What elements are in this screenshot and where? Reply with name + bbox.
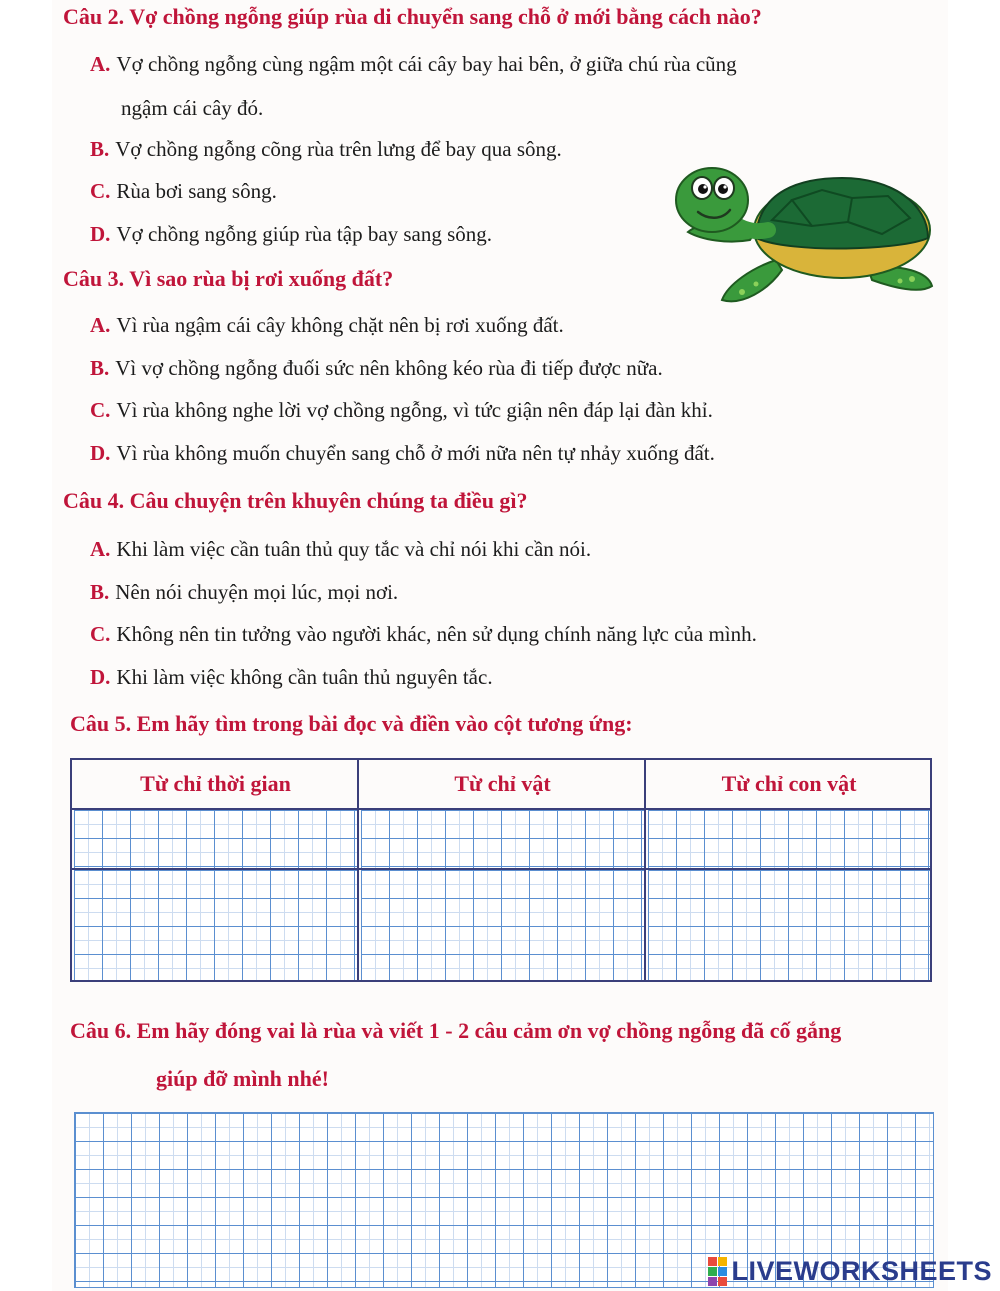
q2-option-a-continued: ngậm cái cây đó.	[121, 96, 264, 120]
option-text: Khi làm việc cần tuân thủ quy tắc và chỉ nói khi cần nói.	[116, 537, 592, 561]
q4-option-b[interactable]	[90, 580, 398, 605]
q3-option-a[interactable]	[90, 313, 564, 338]
option-letter: B.	[90, 356, 110, 380]
q2-option-a[interactable]	[90, 52, 737, 77]
option-text: Vợ chồng ngỗng cùng ngậm một cái cây bay hai bên, ở giữa chú rùa cũng	[116, 52, 737, 76]
option-letter: C.	[90, 622, 111, 646]
q2-option-c[interactable]	[90, 179, 277, 204]
brand-name: LIVEWORKSHEETS	[731, 1255, 992, 1286]
option-text: Vì vợ chồng ngỗng đuối sức nên không kéo rùa đi tiếp được nữa.	[115, 356, 663, 380]
turtle-illustration	[672, 160, 940, 316]
q3-option-b[interactable]	[90, 356, 663, 381]
q2-option-d[interactable]	[90, 222, 492, 247]
option-text: Vợ chồng ngỗng giúp rùa tập bay sang sông.	[116, 222, 493, 246]
table-header-animal-words: Từ chỉ con vật	[721, 771, 857, 796]
q2-option-b[interactable]	[90, 137, 562, 162]
option-text: Nên nói chuyện mọi lúc, mọi nơi.	[115, 580, 399, 604]
answer-cell-object-2[interactable]	[361, 870, 644, 980]
answer-table	[70, 758, 932, 982]
option-letter: C.	[90, 398, 111, 422]
option-text: Vợ chồng ngỗng cõng rùa trên lưng để bay qua sông.	[115, 137, 562, 161]
option-letter: D.	[90, 222, 111, 246]
q4-option-d[interactable]	[90, 665, 493, 690]
option-text: Khi làm việc không cần tuân thủ nguyên tắc.	[116, 665, 493, 689]
question-5-title: Câu 5. Em hãy tìm trong bài đọc và điền vào cột tương ứng:	[70, 711, 633, 736]
answer-cell-object-1[interactable]	[361, 810, 644, 868]
question-6-title-continued: giúp đỡ mình nhé!	[156, 1066, 329, 1091]
option-letter: C.	[90, 179, 111, 203]
q4-option-c[interactable]	[90, 622, 757, 647]
liveworksheets-logo-icon	[708, 1257, 727, 1286]
option-letter: A.	[90, 537, 111, 561]
table-row-divider	[72, 868, 930, 870]
table-header-divider	[72, 808, 930, 810]
option-text: Rùa bơi sang sông.	[116, 179, 277, 203]
q3-option-c[interactable]	[90, 398, 713, 423]
question-4-title: Câu 4. Câu chuyện trên khuyên chúng ta điều gì?	[63, 488, 528, 513]
option-letter: A.	[90, 313, 111, 337]
answer-cell-time-1[interactable]	[74, 810, 357, 868]
option-letter: D.	[90, 665, 111, 689]
q4-option-a[interactable]	[90, 537, 591, 562]
table-column-divider-1	[357, 760, 359, 980]
option-letter: A.	[90, 52, 111, 76]
option-text: Không nên tin tưởng vào người khác, nên sử dụng chính năng lực của mình.	[116, 622, 757, 646]
table-header-time-words: Từ chỉ thời gian	[140, 771, 291, 796]
table-column-divider-2	[644, 760, 646, 980]
option-letter: B.	[90, 580, 110, 604]
option-letter: D.	[90, 441, 111, 465]
question-6-title: Câu 6. Em hãy đóng vai là rùa và viết 1 - 2 câu cảm ơn vợ chồng ngỗng đã cố gắng	[70, 1018, 842, 1043]
answer-cell-animal-1[interactable]	[648, 810, 930, 868]
q3-option-d[interactable]	[90, 441, 715, 466]
table-header-object-words: Từ chỉ vật	[454, 771, 551, 796]
liveworksheets-brand	[708, 1254, 992, 1288]
answer-cell-animal-2[interactable]	[648, 870, 930, 980]
option-text: Vì rùa ngậm cái cây không chặt nên bị rơi xuống đất.	[116, 313, 564, 337]
option-text: Vì rùa không nghe lời vợ chồng ngỗng, vì tức giận nên đáp lại đàn khỉ.	[116, 398, 713, 422]
question-2-title: Câu 2. Vợ chồng ngỗng giúp rùa di chuyển sang chỗ ở mới bằng cách nào?	[63, 4, 762, 29]
option-letter: B.	[90, 137, 110, 161]
option-text: Vì rùa không muốn chuyển sang chỗ ở mới nữa nên tự nhảy xuống đất.	[116, 441, 715, 465]
answer-cell-time-2[interactable]	[74, 870, 357, 980]
question-3-title: Câu 3. Vì sao rùa bị rơi xuống đất?	[63, 266, 394, 291]
